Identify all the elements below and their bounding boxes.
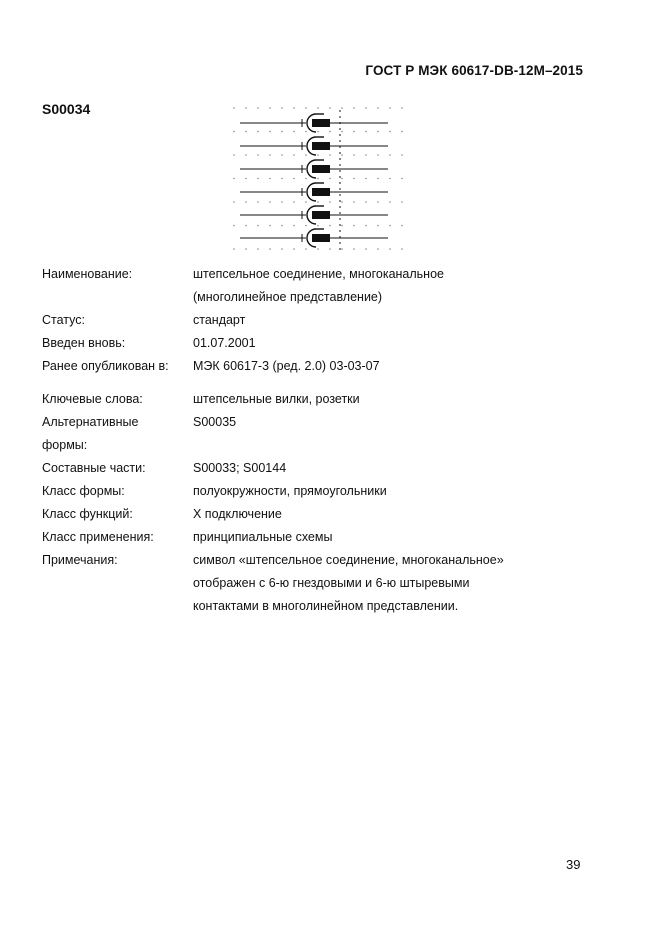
application-class-value: принципиальные схемы [193,530,333,544]
grid-dot [317,131,319,133]
grid-dot [329,107,331,109]
grid-dot [365,225,367,227]
grid-dot [353,225,355,227]
grid-dot [377,131,379,133]
application-class-label: Класс применения: [42,530,154,544]
name-label: Наименование: [42,267,133,281]
grid-dot [269,107,271,109]
grid-dot [341,131,343,133]
grid-dot [293,248,295,250]
grid-dot [269,201,271,203]
grid-dot [341,154,343,156]
notes-value: символ «штепсельное соединение, многоканальное» [193,553,504,567]
grid-dot [317,154,319,156]
function-class-label: Класс функций: [42,507,133,521]
grid-dot [245,131,247,133]
grid-dot [281,154,283,156]
shape-class-label: Класс формы: [42,484,125,498]
grid-dot [401,131,403,133]
grid-dot [377,178,379,180]
grid-dot [329,201,331,203]
grid-dot [353,131,355,133]
grid-dot [269,225,271,227]
grid-dot [401,201,403,203]
grid-dot [401,178,403,180]
grid-dot [233,201,235,203]
grid-dot [353,248,355,250]
row-status [42,309,553,332]
plug-rectangle [312,234,330,242]
grid-dot [305,178,307,180]
grid-dot [389,154,391,156]
grid-dot [365,201,367,203]
grid-dot [233,178,235,180]
row-notes [42,549,553,572]
grid-dot [257,178,259,180]
grid-dot [305,201,307,203]
grid-dot [293,131,295,133]
grid-dot [341,248,343,250]
grid-dot [341,178,343,180]
row-application-class [42,526,553,549]
plug-rectangle [312,119,330,127]
page-number: 39 [566,857,581,872]
grid-dot [329,225,331,227]
grid-dot [377,201,379,203]
grid-dot [305,225,307,227]
plug-rectangle [312,211,330,219]
grid-dot [365,154,367,156]
grid-dot [389,178,391,180]
grid-dot [329,131,331,133]
grid-dot [293,201,295,203]
grid-dot [245,154,247,156]
grid-dot [269,131,271,133]
row-introduced [42,332,553,355]
row-notes-cont-2 [42,595,553,618]
row-alternative-forms [42,411,553,434]
introduced-label: Введен вновь: [42,336,126,350]
keywords-label: Ключевые слова: [42,392,143,406]
grid-dot [305,131,307,133]
grid-dot [353,154,355,156]
grid-dot [377,154,379,156]
grid-dot [269,154,271,156]
row-notes-cont-1 [42,572,553,595]
grid-dot [389,225,391,227]
grid-dot [281,178,283,180]
grid-dot [269,178,271,180]
name-value-line-2: (многолинейное представление) [193,290,383,304]
name-value: штепсельное соединение, многоканальное [193,267,444,281]
grid-dot [365,131,367,133]
status-value: стандарт [193,313,246,327]
grid-dot [233,248,235,250]
grid-dot [245,107,247,109]
keywords-value: штепсельные вилки, розетки [193,392,360,406]
function-class-value: X подключение [193,507,282,521]
row-function-class [42,503,553,526]
grid-dot [305,107,307,109]
grid-dot [365,248,367,250]
symbol-code: S00034 [42,101,91,117]
grid-dot [257,201,259,203]
grid-dot [305,248,307,250]
row-keywords [42,388,553,411]
row-components [42,457,553,480]
grid-dot [233,131,235,133]
grid-dot [245,248,247,250]
grid-dot [257,131,259,133]
row-shape-class [42,480,553,503]
grid-dot [317,225,319,227]
grid-dot [233,154,235,156]
grid-dot [281,201,283,203]
symbol-properties-table [42,263,553,618]
grid-dot [245,201,247,203]
grid-dot [365,178,367,180]
grid-dot [281,131,283,133]
grid-dot [389,107,391,109]
alternative-forms-label: Альтернативные [42,415,139,429]
grid-dot [341,107,343,109]
grid-dot [293,178,295,180]
grid-dot [245,178,247,180]
grid-dot [353,201,355,203]
grid-dot [401,154,403,156]
status-label: Статус: [42,313,85,327]
grid-dot [401,107,403,109]
grid-dot [245,225,247,227]
grid-dot [353,107,355,109]
grid-dot [257,107,259,109]
grid-dot [233,225,235,227]
grid-dot [257,248,259,250]
grid-dot [293,154,295,156]
notes-value-line-3: контактами в многолинейном представлении. [193,599,459,613]
plug-rectangle [312,165,330,173]
alternative-forms-label-line-2: формы: [42,438,88,452]
grid-dot [281,107,283,109]
introduced-value: 01.07.2001 [193,336,256,350]
grid-dot [293,107,295,109]
grid-dot [257,154,259,156]
grid-dot [329,248,331,250]
grid-dot [305,154,307,156]
grid-dot [293,225,295,227]
components-value: S00033; S00144 [193,461,287,475]
grid-dot [317,201,319,203]
plug-rectangle [312,188,330,196]
plug-rectangle [312,142,330,150]
grid-dot [317,178,319,180]
grid-dot [329,154,331,156]
grid-dot [389,248,391,250]
multi-pole-plug-and-socket-connection-icon [228,104,408,254]
grid-dot [329,178,331,180]
grid-dot [377,248,379,250]
grid-dot [401,225,403,227]
notes-label: Примечания: [42,553,118,567]
row-name-cont [42,286,553,309]
grid-dot [353,178,355,180]
notes-value-line-2: отображен с 6-ю гнездовыми и 6-ю штыревыми [193,576,470,590]
grid-dot [317,107,319,109]
previously-published-label: Ранее опубликован в: [42,359,169,373]
grid-dot [389,131,391,133]
shape-class-value: полуокружности, прямоугольники [193,484,387,498]
previously-published-value: МЭК 60617-3 (ред. 2.0) 03-03-07 [193,359,380,373]
grid-dot [377,107,379,109]
alternative-forms-value: S00035 [193,415,237,429]
row-name [42,263,553,286]
row-previously-published [42,355,553,378]
grid-dot [281,248,283,250]
grid-dot [341,225,343,227]
grid-dot [401,248,403,250]
grid-dot [317,248,319,250]
grid-dot [269,248,271,250]
grid-dot [281,225,283,227]
document-header: ГОСТ Р МЭК 60617-DB-12M–2015 [365,63,583,78]
grid-dot [257,225,259,227]
row-alternative-forms-cont [42,434,553,457]
grid-dot [233,107,235,109]
grid-dot [377,225,379,227]
components-label: Составные части: [42,461,146,475]
grid-dot [341,201,343,203]
grid-dot [365,107,367,109]
grid-dot [389,201,391,203]
